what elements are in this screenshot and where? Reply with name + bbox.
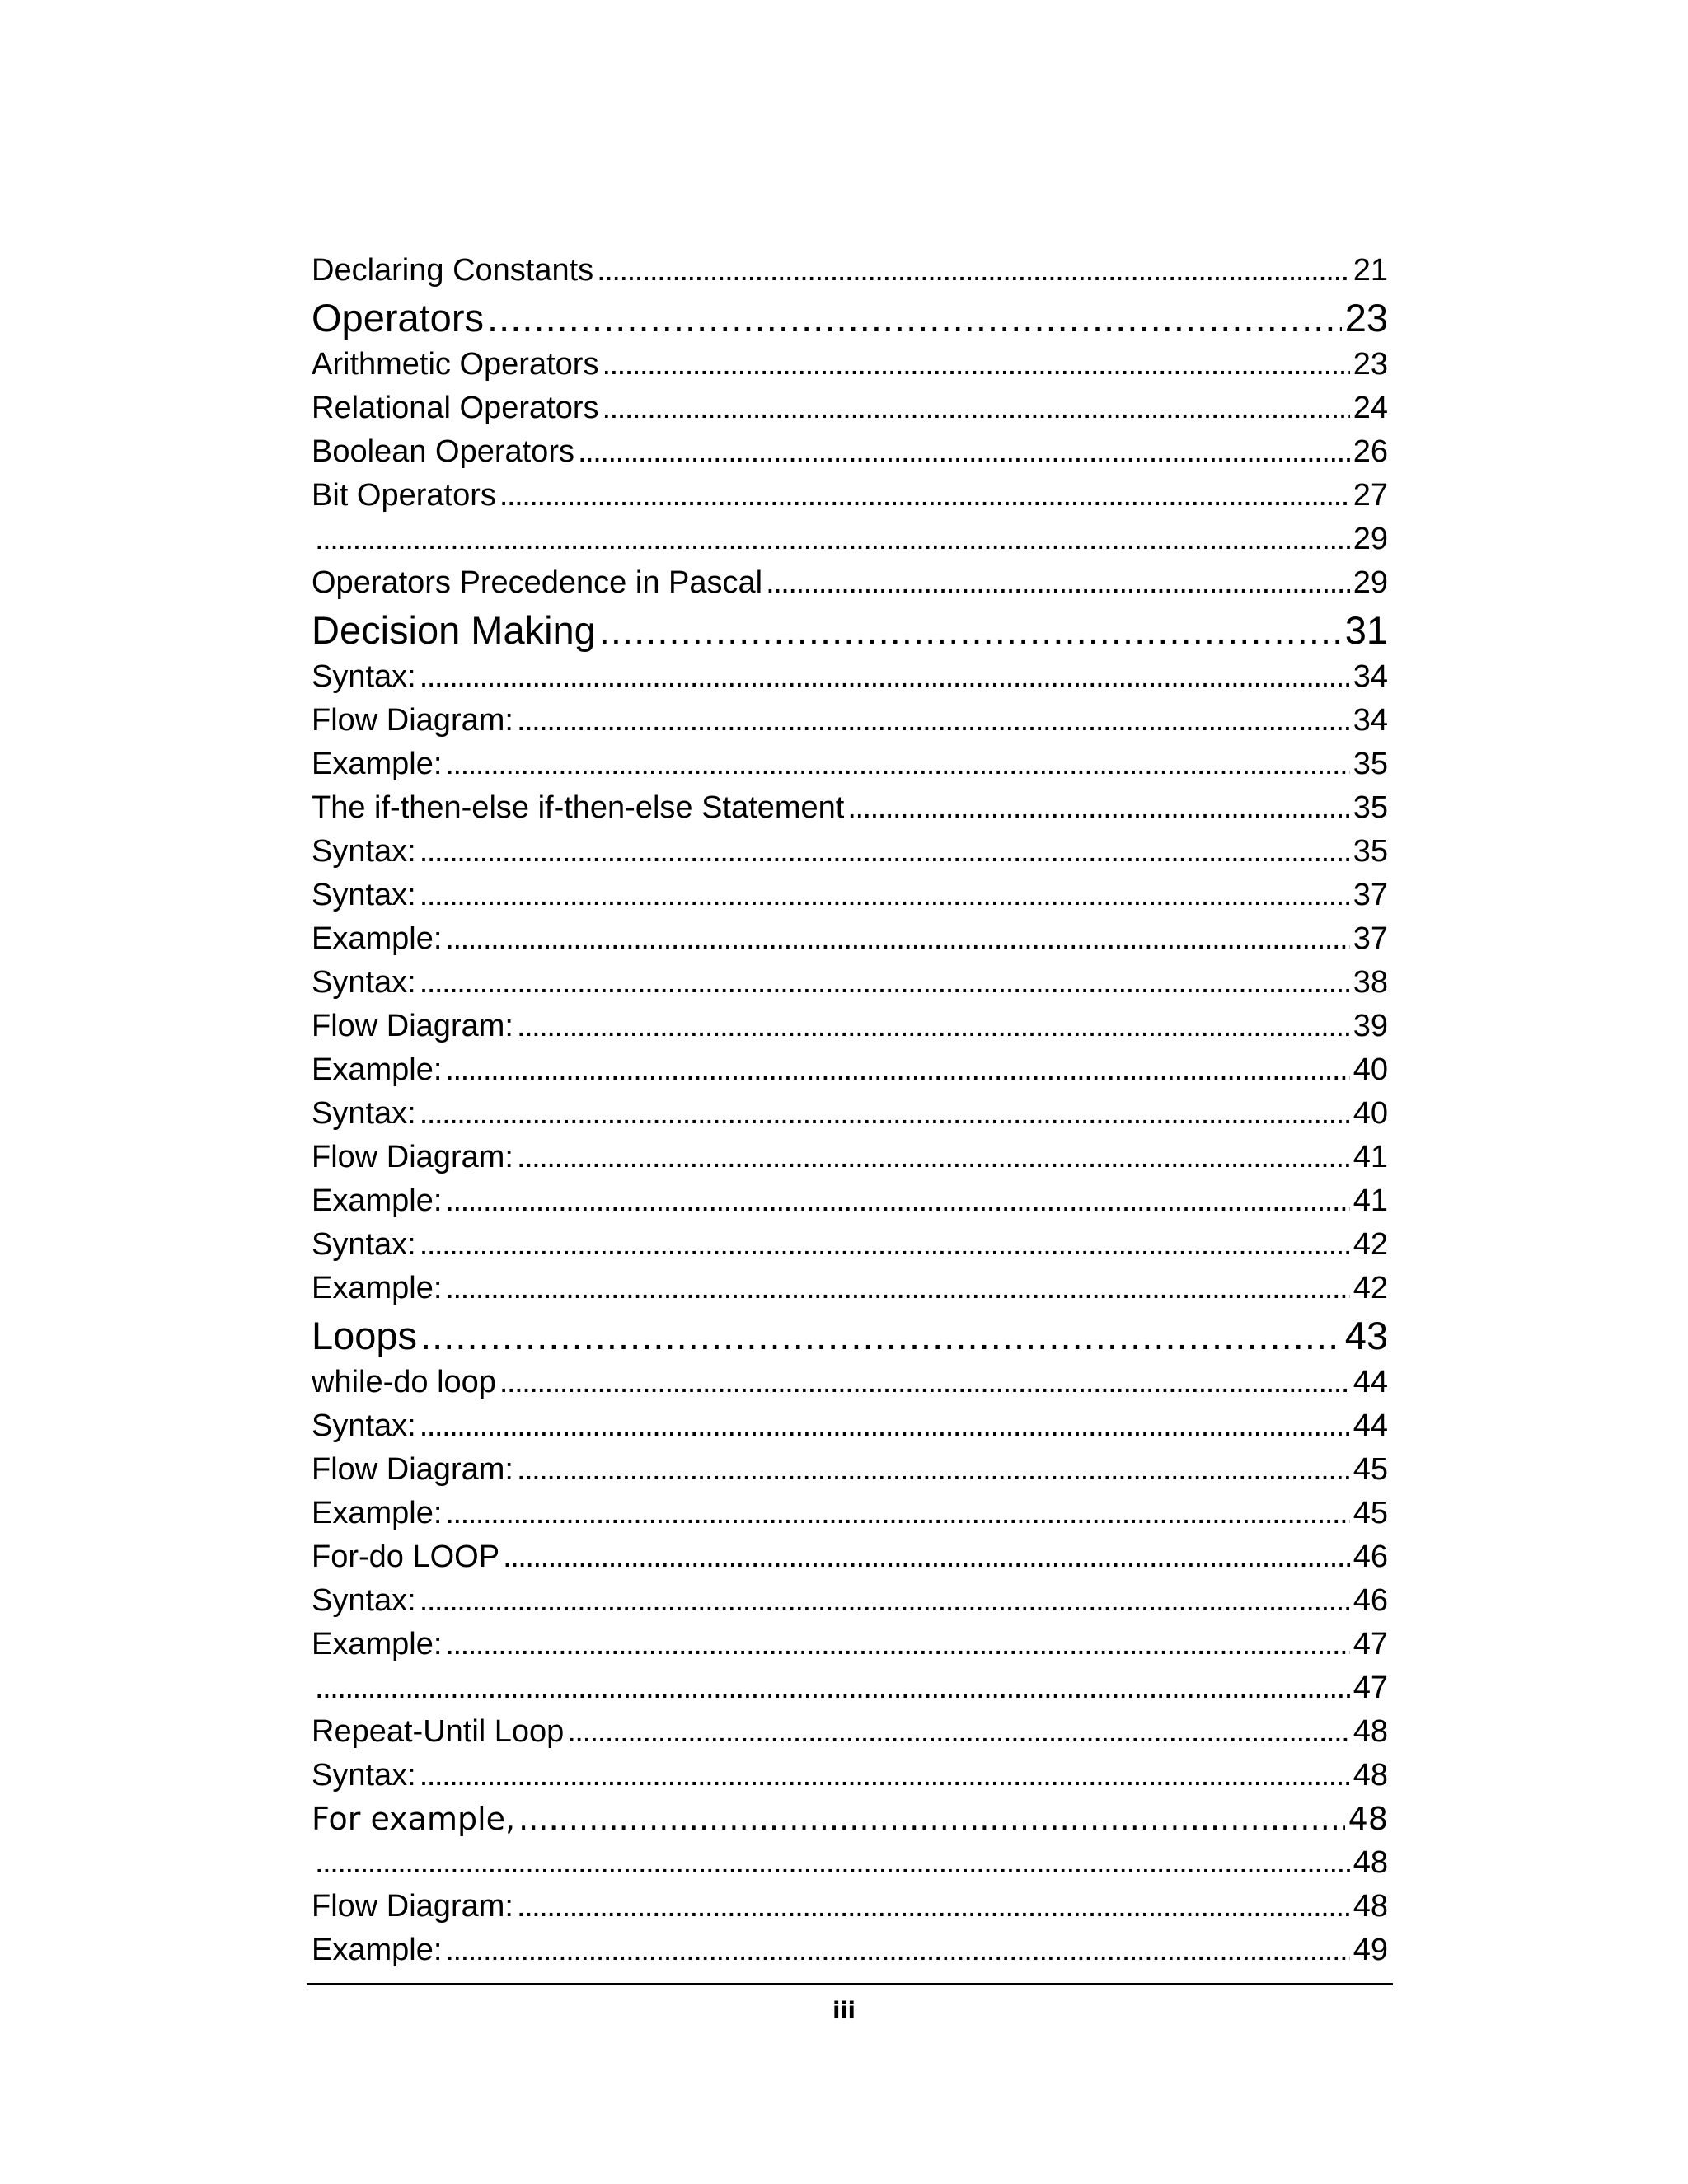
toc-entry[interactable] xyxy=(312,1092,1388,1136)
toc-entry-label: Flow Diagram: xyxy=(312,1889,513,1924)
toc-dot-leader xyxy=(420,830,1350,874)
toc-dot-leader xyxy=(517,1885,1350,1929)
toc-entry[interactable] xyxy=(312,343,1388,387)
toc-entry[interactable] xyxy=(312,1710,1388,1754)
toc-entry-label: Arithmetic Operators xyxy=(312,347,599,382)
toc-entry-label: while-do loop xyxy=(312,1365,496,1399)
toc-dot-leader xyxy=(597,249,1350,293)
toc-dot-leader xyxy=(599,605,1342,655)
toc-dot-leader xyxy=(603,387,1350,430)
toc-entry-label: Example: xyxy=(312,1052,443,1087)
toc-dot-leader xyxy=(420,1223,1350,1267)
toc-entry-label: For-do LOOP xyxy=(312,1540,500,1574)
toc-entry-label: Declaring Constants xyxy=(312,253,594,288)
toc-dot-leader xyxy=(445,1267,1349,1310)
toc-dot-leader xyxy=(420,655,1350,699)
table-of-contents xyxy=(312,249,1388,1972)
toc-entry[interactable] xyxy=(312,1404,1388,1448)
toc-entry-label: Example: xyxy=(312,1271,443,1305)
toc-entry-label: Syntax: xyxy=(312,1408,416,1443)
toc-entry-page-number: 45 xyxy=(1353,1496,1388,1530)
toc-entry-label: Flow Diagram: xyxy=(312,1140,513,1174)
toc-dot-leader xyxy=(517,1005,1350,1048)
toc-dot-leader xyxy=(420,1754,1350,1797)
toc-entry[interactable] xyxy=(312,786,1388,830)
toc-entry[interactable] xyxy=(312,1623,1388,1666)
toc-entry[interactable] xyxy=(312,1885,1388,1929)
toc-entry[interactable] xyxy=(312,1179,1388,1223)
toc-entry[interactable] xyxy=(312,699,1388,743)
toc-dot-leader xyxy=(420,1404,1350,1448)
toc-entry-page-number: 45 xyxy=(1353,1452,1388,1487)
toc-entry-label: Boolean Operators xyxy=(312,434,574,469)
toc-entry-page-number: 38 xyxy=(1353,965,1388,1000)
toc-entry-label: Example: xyxy=(312,1496,443,1530)
toc-entry[interactable] xyxy=(312,518,1388,561)
toc-entry-page-number: 40 xyxy=(1353,1096,1388,1131)
toc-dot-leader xyxy=(315,1666,1350,1710)
toc-entry-page-number: 42 xyxy=(1353,1227,1388,1262)
toc-entry[interactable] xyxy=(312,874,1388,917)
toc-dot-leader xyxy=(315,518,1350,561)
toc-entry-label: Example: xyxy=(312,747,443,781)
toc-dot-leader xyxy=(517,1448,1350,1492)
toc-entry-label: For example, xyxy=(312,1801,516,1837)
toc-dot-leader xyxy=(420,1579,1350,1623)
toc-dot-leader xyxy=(445,743,1349,786)
toc-entry-page-number: 46 xyxy=(1353,1583,1388,1618)
footer-rule xyxy=(307,1983,1393,1985)
toc-dot-leader xyxy=(315,1841,1350,1885)
toc-entry-page-number: 37 xyxy=(1353,878,1388,912)
toc-entry[interactable] xyxy=(312,1448,1388,1492)
toc-entry-label: Syntax: xyxy=(312,965,416,1000)
toc-entry-page-number: 41 xyxy=(1353,1183,1388,1218)
toc-dot-leader xyxy=(420,961,1350,1005)
toc-entry-label: The if-then-else if-then-else Statement xyxy=(312,790,845,825)
toc-dot-leader xyxy=(517,699,1350,743)
toc-entry-page-number: 29 xyxy=(1353,522,1388,556)
toc-entry-page-number: 49 xyxy=(1353,1933,1388,1967)
toc-entry[interactable] xyxy=(312,1929,1388,1972)
toc-dot-leader xyxy=(445,1623,1349,1666)
toc-entry[interactable] xyxy=(312,1048,1388,1092)
toc-dot-leader xyxy=(503,1535,1350,1579)
toc-entry-label: Flow Diagram: xyxy=(312,1009,513,1043)
toc-dot-leader xyxy=(499,474,1350,518)
toc-entry-page-number: 48 xyxy=(1353,1714,1388,1749)
toc-dot-leader xyxy=(445,917,1349,961)
toc-entry-label: Syntax: xyxy=(312,834,416,869)
toc-entry-page-number: 34 xyxy=(1353,659,1388,694)
toc-entry-page-number: 48 xyxy=(1348,1801,1388,1837)
toc-chapter-entry[interactable] xyxy=(312,605,1388,655)
toc-dot-leader xyxy=(578,430,1350,474)
toc-dot-leader xyxy=(420,1310,1342,1361)
toc-entry[interactable] xyxy=(312,1535,1388,1579)
toc-entry[interactable] xyxy=(312,387,1388,430)
toc-entry-page-number: 34 xyxy=(1353,703,1388,738)
toc-dot-leader xyxy=(445,1929,1349,1972)
toc-entry-label: Operators Precedence in Pascal xyxy=(312,565,763,600)
toc-dot-leader xyxy=(445,1048,1349,1092)
toc-entry-page-number: 35 xyxy=(1353,790,1388,825)
toc-entry-page-number: 31 xyxy=(1344,608,1388,652)
toc-entry-page-number: 37 xyxy=(1353,921,1388,956)
toc-entry-page-number: 46 xyxy=(1353,1540,1388,1574)
toc-entry[interactable] xyxy=(312,474,1388,518)
toc-entry-page-number: 26 xyxy=(1353,434,1388,469)
toc-entry[interactable] xyxy=(312,1361,1388,1404)
toc-entry[interactable] xyxy=(312,1579,1388,1623)
toc-entry[interactable] xyxy=(312,430,1388,474)
toc-entry-label: Loops xyxy=(312,1314,418,1357)
toc-dot-leader xyxy=(766,561,1350,605)
toc-entry[interactable] xyxy=(312,655,1388,699)
toc-entry[interactable] xyxy=(312,1492,1388,1535)
toc-entry-label: Operators xyxy=(312,296,484,340)
toc-entry-label: Relational Operators xyxy=(312,391,599,425)
toc-entry-label: Syntax: xyxy=(312,1583,416,1618)
toc-dot-leader xyxy=(445,1179,1349,1223)
toc-entry[interactable] xyxy=(312,830,1388,874)
toc-entry-page-number: 39 xyxy=(1353,1009,1388,1043)
toc-entry-page-number: 27 xyxy=(1353,478,1388,513)
toc-entry[interactable] xyxy=(312,249,1388,293)
toc-entry-page-number: 42 xyxy=(1353,1271,1388,1305)
toc-entry-label: Syntax: xyxy=(312,878,416,912)
toc-entry-page-number: 47 xyxy=(1353,1627,1388,1661)
toc-entry[interactable] xyxy=(312,1136,1388,1179)
toc-entry-page-number: 48 xyxy=(1353,1758,1388,1793)
toc-entry-label: Example: xyxy=(312,1627,443,1661)
toc-entry[interactable] xyxy=(312,917,1388,961)
toc-entry-page-number: 47 xyxy=(1353,1671,1388,1705)
toc-entry-page-number: 29 xyxy=(1353,565,1388,600)
toc-entry[interactable] xyxy=(312,1841,1388,1885)
toc-dot-leader xyxy=(420,874,1350,917)
toc-dot-leader xyxy=(517,1136,1350,1179)
toc-entry-page-number: 23 xyxy=(1344,296,1388,340)
toc-entry-label: Syntax: xyxy=(312,1096,416,1131)
toc-dot-leader xyxy=(499,1361,1350,1404)
toc-entry-page-number: 44 xyxy=(1353,1365,1388,1399)
toc-dot-leader xyxy=(420,1092,1350,1136)
toc-entry-page-number: 24 xyxy=(1353,391,1388,425)
toc-entry-label: Decision Making xyxy=(312,608,596,652)
toc-entry-label: Example: xyxy=(312,1933,443,1967)
toc-dot-leader xyxy=(602,343,1349,387)
toc-dot-leader xyxy=(518,1797,1345,1841)
toc-entry[interactable] xyxy=(312,1754,1388,1797)
toc-entry[interactable] xyxy=(312,1267,1388,1310)
toc-entry-label: Syntax: xyxy=(312,1758,416,1793)
toc-chapter-entry[interactable] xyxy=(312,293,1388,343)
toc-entry-page-number: 44 xyxy=(1353,1408,1388,1443)
toc-entry[interactable] xyxy=(312,961,1388,1005)
toc-entry-label: Flow Diagram: xyxy=(312,1452,513,1487)
toc-entry[interactable] xyxy=(312,1005,1388,1048)
toc-entry-page-number: 48 xyxy=(1353,1845,1388,1880)
toc-entry[interactable] xyxy=(312,1223,1388,1267)
toc-dot-leader xyxy=(567,1710,1349,1754)
toc-entry-label: Example: xyxy=(312,1183,443,1218)
toc-entry[interactable] xyxy=(312,743,1388,786)
toc-entry[interactable] xyxy=(312,1666,1388,1710)
toc-dot-leader xyxy=(487,293,1342,343)
toc-entry-label: Syntax: xyxy=(312,1227,416,1262)
toc-entry-page-number: 40 xyxy=(1353,1052,1388,1087)
toc-entry-page-number: 35 xyxy=(1353,834,1388,869)
toc-entry-page-number: 41 xyxy=(1353,1140,1388,1174)
toc-entry-label: Flow Diagram: xyxy=(312,703,513,738)
toc-entry-page-number: 23 xyxy=(1353,347,1388,382)
toc-entry-label: Syntax: xyxy=(312,659,416,694)
toc-dot-leader xyxy=(445,1492,1349,1535)
toc-entry-page-number: 21 xyxy=(1353,253,1388,288)
toc-entry-label: Example: xyxy=(312,921,443,956)
toc-entry-page-number: 48 xyxy=(1353,1889,1388,1924)
toc-entry-label: Bit Operators xyxy=(312,478,496,513)
toc-entry-page-number: 43 xyxy=(1344,1314,1388,1357)
toc-entry[interactable] xyxy=(312,1797,1388,1841)
toc-entry-page-number: 35 xyxy=(1353,747,1388,781)
toc-entry-label: Repeat-Until Loop xyxy=(312,1714,565,1749)
toc-entry[interactable] xyxy=(312,561,1388,605)
toc-dot-leader xyxy=(847,786,1349,830)
toc-chapter-entry[interactable] xyxy=(312,1310,1388,1361)
page-number: iii xyxy=(832,1998,856,2023)
